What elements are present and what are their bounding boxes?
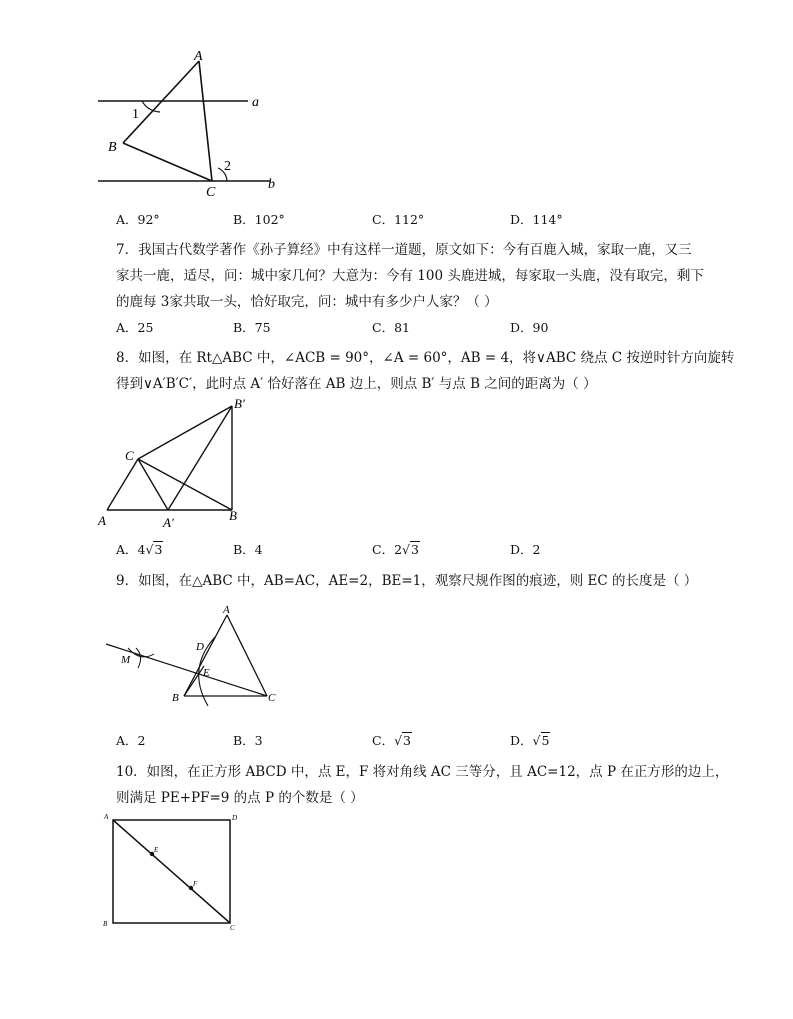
label-D: D [232, 814, 238, 822]
segment-AC [227, 615, 267, 696]
q6-option-a[interactable]: A．92° [116, 212, 160, 227]
bisector-line [106, 644, 267, 696]
label-C: C [230, 924, 235, 932]
label-A: A [104, 813, 109, 821]
q8-option-b[interactable]: B．4 [233, 542, 263, 557]
q8-option-c-prefix: C．2 [372, 542, 403, 557]
q6-figure [90, 40, 290, 200]
label-B-prime: B′ [234, 396, 245, 411]
label-angle-1: 1 [132, 107, 139, 122]
q9-option-d-radicand: 5 [541, 733, 550, 748]
q8-option-a-radicand: 3 [154, 542, 163, 557]
q7-line-2: 家共一鹿，适尽，问：城中家几何？大意为：今有 100 头鹿进城，每家取一头鹿，没有取完，剩下 [116, 268, 704, 284]
q10-line-1: 10．如图，在正方形 ABCD 中，点 E，F 将对角线 AC 三等分，且 AC=12，点 P 在正方形的边上， [116, 764, 729, 780]
sqrt-icon: √ [145, 542, 154, 557]
q8-option-a[interactable] [116, 540, 163, 558]
label-F: F [193, 880, 198, 888]
sqrt-icon: √ [532, 733, 541, 748]
segment-CB1 [138, 406, 232, 459]
sqrt-icon: √ [394, 733, 403, 748]
label-B: B [108, 140, 117, 155]
q8-options [116, 540, 716, 558]
q9-options [116, 731, 716, 749]
q9-option-d[interactable] [510, 731, 550, 749]
label-C: C [125, 448, 134, 463]
q6-option-b[interactable]: B．102° [233, 212, 285, 227]
segment-AC [199, 61, 212, 181]
q6-option-c[interactable]: C．112° [372, 212, 425, 227]
q10-figure [96, 808, 246, 934]
label-D: D [196, 641, 204, 653]
q6-options [116, 210, 716, 228]
label-A-prime: A′ [163, 515, 174, 530]
q9-option-c[interactable] [372, 731, 412, 749]
q6-option-d[interactable]: D．114° [510, 212, 563, 227]
q8-line-1: 8．如图，在 Rt△ABC 中，∠ACB = 90°，∠A = 60°，AB = 4，将∨ABC 绕点 C 按逆时针方向旋转 [116, 350, 735, 366]
q9-option-a[interactable]: A．2 [116, 733, 146, 748]
label-A: A [194, 49, 203, 64]
sqrt-icon: √ [402, 542, 410, 557]
q9-option-d-prefix: D． [510, 733, 533, 748]
label-B: B [103, 920, 108, 928]
q7-option-b[interactable]: B．75 [233, 320, 271, 335]
label-a: a [252, 95, 259, 110]
q9-figure [100, 600, 290, 712]
q7-option-d[interactable]: D．90 [510, 320, 549, 335]
q9-option-c-prefix: C． [372, 733, 395, 748]
label-M: M [121, 654, 131, 666]
q8-figure [90, 392, 265, 534]
q7-options [116, 318, 716, 336]
q9-line: 9．如图，在△ABC 中，AB=AC，AE=2，BE=1，观察尺规作图的痕迹，则 EC 的长度是（ ） [116, 573, 698, 589]
diagonal-AC [113, 820, 230, 923]
segment-AC [107, 459, 138, 510]
label-B: B [172, 692, 179, 704]
label-b: b [268, 177, 275, 192]
q8-option-d[interactable]: D．2 [510, 542, 541, 557]
label-B: B [229, 508, 237, 523]
q8-option-c[interactable] [372, 540, 420, 558]
q8-line-2: 得到∨A′B′C′，此时点 A′ 恰好落在 AB 边上，则点 B′ 与点 B 之间的距离为（ ） [116, 376, 597, 392]
label-E: E [203, 667, 210, 679]
q8-option-c-radicand: 3 [411, 542, 419, 557]
q7-option-c[interactable]: C．81 [372, 320, 410, 335]
segment-AB [184, 615, 227, 696]
label-C: C [206, 185, 216, 200]
q7-line-3: 的鹿每 3家共取一头，恰好取完，问：城中有多少户人家？（ ） [116, 294, 498, 310]
label-E: E [154, 846, 159, 854]
q7-line-1: 7．我国古代数学著作《孙子算经》中有这样一道题，原文如下：今有百鹿入城，家取一鹿，又三 [116, 242, 692, 258]
segment-AB [123, 61, 199, 143]
label-A: A [223, 604, 230, 616]
q7-option-a[interactable]: A．25 [116, 320, 154, 335]
q9-option-c-radicand: 3 [403, 733, 411, 748]
label-angle-2: 2 [224, 159, 231, 174]
label-C: C [268, 692, 276, 704]
q9-option-b[interactable]: B．3 [233, 733, 263, 748]
segment-CB [138, 459, 232, 510]
segment-A1B1 [168, 406, 232, 510]
segment-BC [123, 143, 212, 181]
q10-line-2: 则满足 PE+PF=9 的点 P 的个数是（ ） [116, 790, 364, 806]
label-A: A [98, 513, 106, 528]
q8-option-a-prefix: A．4 [116, 542, 146, 557]
construction-arc-m1 [136, 648, 141, 668]
